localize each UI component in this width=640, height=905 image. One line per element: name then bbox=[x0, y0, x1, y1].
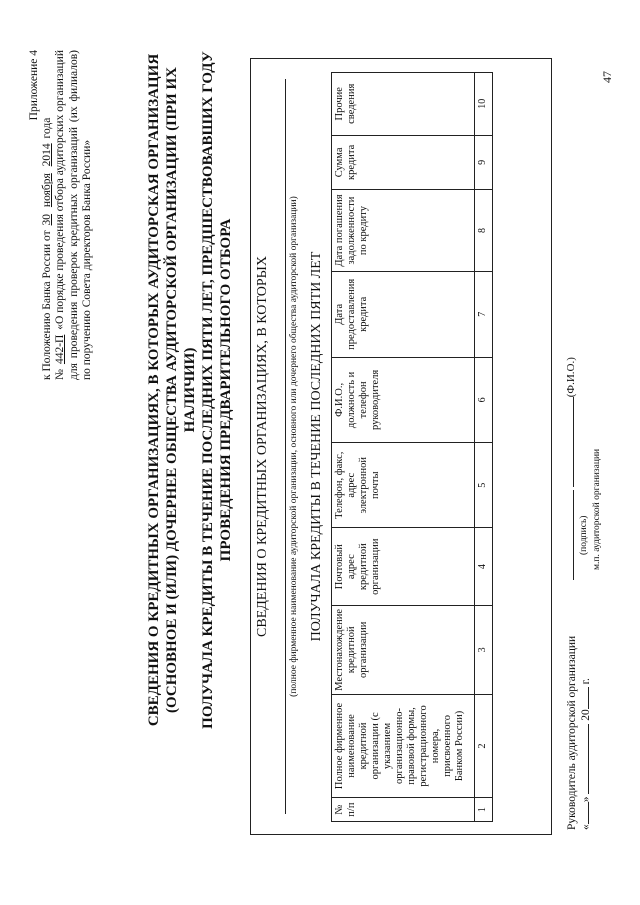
form-frame bbox=[250, 58, 552, 835]
organization-name-caption: (полное фирменное наименование аудиторской организации, основного или дочернего общества аудиторской организации) bbox=[289, 196, 299, 697]
header-cell: Прочие сведения bbox=[332, 73, 475, 136]
header-cell: Дата предоставления кредита bbox=[332, 271, 475, 357]
column-number: 4 bbox=[475, 528, 493, 606]
fio-label: (Ф.И.О.) bbox=[565, 357, 577, 398]
column-number: 6 bbox=[475, 357, 493, 442]
header-cell: Ф.И.О., должность и телефон руководителя bbox=[332, 357, 475, 442]
header-cell: № п/п bbox=[332, 798, 475, 822]
header-cell: Телефон, факс, адрес электронной почты bbox=[332, 443, 475, 528]
appendix-body: № 442-П «О порядке проведения отбора аудиторских организаций для проведения проверок кредитных организаций (их филиалов) по поручению Совета директоров Банка России» bbox=[54, 50, 93, 380]
organization-name-line bbox=[285, 79, 286, 814]
document-title: СВЕДЕНИЯ О КРЕДИТНЫХ ОРГАНИЗАЦИЯХ, В КОТОРЫХ АУДИТОРСКАЯ ОРГАНИЗАЦИЯ (ОСНОВНОЕ И (ИЛИ) ДОЧЕРНЕЕ ОБЩЕСТВА АУДИТОРСКОЙ ОРГАНИЗАЦИИ (ПРИ ИХ НАЛИЧИИ) ПОЛУЧАЛА КРЕДИТЫ В ТЕЧЕНИЕ ПОСЛЕДНИХ ПЯТИ ЛЕТ, ПРЕДШЕСТВОВАВШИХ ГОДУ ПРОВЕДЕНИЯ ПРЕДВАРИТЕЛЬНОГО ОТБОРА bbox=[146, 51, 234, 729]
signature-sign-block bbox=[565, 357, 604, 580]
sign-label: (подпись) bbox=[579, 515, 589, 555]
header-cell: Полное фирменное наименование кредитной организации (с указанием организационно-правовой формы, регистрационного номера, присвоенного Банком России) bbox=[332, 694, 475, 798]
head-label: Руководитель аудиторской организации bbox=[566, 635, 578, 830]
column-number: 1 bbox=[475, 798, 493, 822]
column-number-row bbox=[475, 73, 493, 822]
header-cell: Дата погашения задолженности по кредиту bbox=[332, 190, 475, 272]
credit-table bbox=[331, 72, 493, 822]
header-cell: Сумма кредита bbox=[332, 135, 475, 190]
form-subtitle-2: ПОЛУЧАЛА КРЕДИТЫ В ТЕЧЕНИЕ ПОСЛЕДНИХ ПЯТИ ЛЕТ bbox=[309, 251, 324, 642]
appendix-year: 2014 bbox=[41, 143, 54, 167]
column-number: 9 bbox=[475, 135, 493, 190]
column-number: 2 bbox=[475, 694, 493, 798]
appendix-reference: к Положению Банка России от 30 ноября 2014 года bbox=[41, 117, 54, 380]
appendix-label: Приложение 4 bbox=[28, 50, 40, 121]
header-cell: Местонахождение кредитной организации bbox=[332, 605, 475, 694]
signature-lines bbox=[565, 357, 578, 580]
column-number: 3 bbox=[475, 605, 493, 694]
signature-date: «» 20 г. bbox=[580, 678, 592, 830]
document-page bbox=[20, 10, 620, 885]
page-number: 47 bbox=[600, 71, 614, 83]
header-cell: Почтовый адрес кредитной организации bbox=[332, 528, 475, 606]
stamp-label: м.п. аудиторской организации bbox=[592, 448, 602, 570]
column-number: 5 bbox=[475, 443, 493, 528]
form-subtitle: СВЕДЕНИЯ О КРЕДИТНЫХ ОРГАНИЗАЦИЯХ, В КОТОРЫХ bbox=[255, 256, 270, 637]
signature-head-block bbox=[565, 636, 593, 830]
column-number: 10 bbox=[475, 73, 493, 136]
column-number: 7 bbox=[475, 271, 493, 357]
appendix-month: ноября bbox=[41, 173, 54, 208]
column-number: 8 bbox=[475, 190, 493, 272]
appendix-day: 30 bbox=[41, 213, 54, 226]
table-header-row bbox=[332, 73, 475, 822]
appendix-block bbox=[28, 50, 94, 380]
appendix-number: 442-П bbox=[54, 334, 67, 365]
